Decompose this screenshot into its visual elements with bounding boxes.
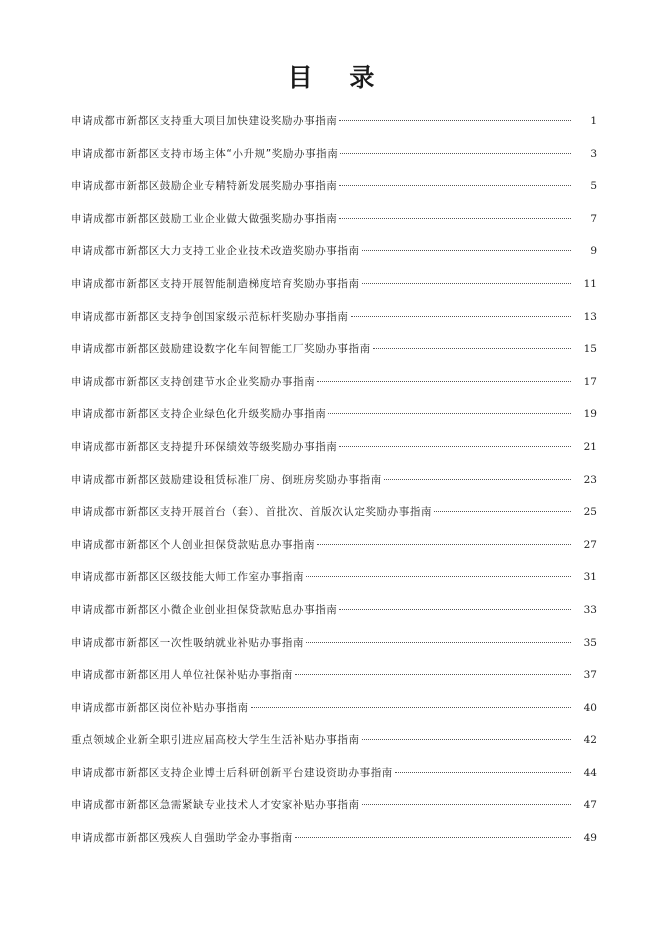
toc-dot-leader [317, 381, 571, 382]
toc-page-number: 35 [583, 636, 597, 649]
toc-entry[interactable] [71, 370, 597, 403]
toc-dot-leader [362, 250, 571, 251]
toc-dot-leader [362, 804, 571, 805]
toc-page-number: 23 [583, 473, 597, 486]
toc-dot-leader [295, 837, 571, 838]
toc-entry[interactable] [71, 174, 597, 207]
toc-dot-leader [395, 772, 571, 773]
toc-entry-title: 申请成都市新都区支持重大项目加快建设奖励办事指南 [71, 115, 338, 127]
toc-page-number: 47 [583, 799, 597, 812]
toc-page-number: 9 [590, 245, 597, 258]
toc-dot-leader [317, 544, 571, 545]
toc-entry[interactable] [71, 663, 597, 696]
toc-entry[interactable] [71, 761, 597, 794]
toc-entry[interactable] [71, 696, 597, 729]
toc-dot-leader [328, 413, 571, 414]
toc-entry[interactable] [71, 109, 597, 142]
toc-page-number: 21 [583, 440, 597, 453]
toc-page-number: 42 [583, 734, 597, 747]
toc-page-number: 3 [590, 147, 597, 160]
toc-entry-title: 申请成都市新都区一次性吸纳就业补贴办事指南 [71, 636, 305, 649]
toc-entry[interactable] [71, 533, 597, 566]
toc-dot-leader [251, 707, 571, 708]
toc-dot-leader [306, 576, 571, 577]
toc-title: 目 录 [287, 63, 389, 92]
toc-entry[interactable] [71, 631, 597, 664]
toc-entry[interactable] [71, 337, 597, 370]
toc-page-number: 17 [583, 375, 597, 388]
toc-page-number: 25 [583, 506, 597, 519]
toc-entry-title: 申请成都市新都区支持开展智能制造梯度培育奖励办事指南 [71, 277, 360, 290]
toc-entry-title: 申请成都市新都区鼓励建设租赁标准厂房、倒班房奖励办事指南 [71, 473, 382, 486]
toc-page-number: 33 [583, 603, 597, 616]
toc-list [71, 109, 597, 859]
toc-page-number: 13 [583, 310, 597, 323]
toc-page-number: 37 [583, 669, 597, 682]
toc-entry[interactable] [71, 142, 597, 175]
toc-entry-title: 申请成都市新都区支持企业绿色化升级奖励办事指南 [71, 408, 327, 421]
toc-entry-title: 申请成都市新都区支持提升环保绩效等级奖励办事指南 [71, 440, 338, 453]
toc-dot-leader [306, 642, 571, 643]
toc-dot-leader [295, 674, 571, 675]
toc-entry-title: 申请成都市新都区急需紧缺专业技术人才安家补贴办事指南 [71, 799, 360, 812]
toc-entry-title: 申请成都市新都区支持开展首台（套）、首批次、首版次认定奖励办事指南 [71, 506, 433, 519]
toc-page-number: 19 [583, 408, 597, 421]
toc-page-number: 15 [583, 343, 597, 356]
toc-entry-title: 申请成都市新都区支持企业博士后科研创新平台建设资助办事指南 [71, 766, 393, 779]
toc-entry[interactable] [71, 272, 597, 305]
toc-dot-leader [339, 218, 571, 219]
toc-page-number: 40 [583, 701, 597, 714]
toc-page-number: 49 [583, 832, 597, 845]
toc-page-number: 31 [583, 571, 597, 584]
toc-dot-leader [339, 185, 571, 186]
toc-page-number: 7 [590, 212, 597, 225]
toc-page-number: 1 [590, 115, 597, 127]
toc-page-number: 27 [583, 538, 597, 551]
toc-dot-leader [362, 739, 571, 740]
toc-entry-title: 申请成都市新都区残疾人自强助学金办事指南 [71, 832, 293, 845]
toc-dot-leader [339, 120, 571, 121]
toc-page-number: 11 [583, 277, 597, 290]
toc-entry-title: 重点领域企业新全职引进应届高校大学生生活补贴办事指南 [71, 734, 360, 747]
toc-dot-leader [340, 153, 571, 154]
toc-entry[interactable] [71, 239, 597, 272]
toc-entry-title: 申请成都市新都区鼓励建设数字化车间智能工厂奖励办事指南 [71, 343, 371, 356]
toc-dot-leader [373, 348, 571, 349]
toc-entry[interactable] [71, 728, 597, 761]
toc-entry-title: 申请成都市新都区岗位补贴办事指南 [71, 701, 249, 714]
toc-entry[interactable] [71, 793, 597, 826]
toc-entry-title: 申请成都市新都区个人创业担保贷款贴息办事指南 [71, 538, 316, 551]
toc-entry-title: 申请成都市新都区支持争创国家级示范标杆奖励办事指南 [71, 310, 349, 323]
toc-entry-title: 申请成都市新都区鼓励工业企业做大做强奖励办事指南 [71, 212, 338, 225]
toc-entry[interactable] [71, 435, 597, 468]
toc-entry[interactable] [71, 565, 597, 598]
toc-entry-title: 申请成都市新都区鼓励企业专精特新发展奖励办事指南 [71, 180, 338, 193]
toc-page-number: 44 [583, 766, 597, 779]
toc-entry[interactable] [71, 305, 597, 338]
toc-entry[interactable] [71, 826, 597, 859]
toc-entry-title: 申请成都市新都区区级技能大师工作室办事指南 [71, 571, 305, 584]
toc-dot-leader [339, 446, 571, 447]
toc-entry-title: 申请成都市新都区用人单位社保补贴办事指南 [71, 669, 293, 682]
toc-entry[interactable] [71, 500, 597, 533]
toc-entry[interactable] [71, 468, 597, 501]
toc-entry-title: 申请成都市新都区支持创建节水企业奖励办事指南 [71, 375, 316, 388]
toc-entry-title: 申请成都市新都区大力支持工业企业技术改造奖励办事指南 [71, 245, 360, 258]
toc-entry[interactable] [71, 402, 597, 435]
toc-entry[interactable] [71, 207, 597, 240]
toc-dot-leader [434, 511, 571, 512]
toc-dot-leader [384, 479, 571, 480]
toc-page-number: 5 [590, 180, 597, 193]
toc-dot-leader [339, 609, 571, 610]
toc-entry[interactable] [71, 598, 597, 631]
toc-entry-title: 申请成都市新都区支持市场主体“小升规”奖励办事指南 [71, 147, 339, 160]
toc-dot-leader [351, 316, 572, 317]
toc-dot-leader [362, 283, 571, 284]
toc-entry-title: 申请成都市新都区小微企业创业担保贷款贴息办事指南 [71, 603, 338, 616]
